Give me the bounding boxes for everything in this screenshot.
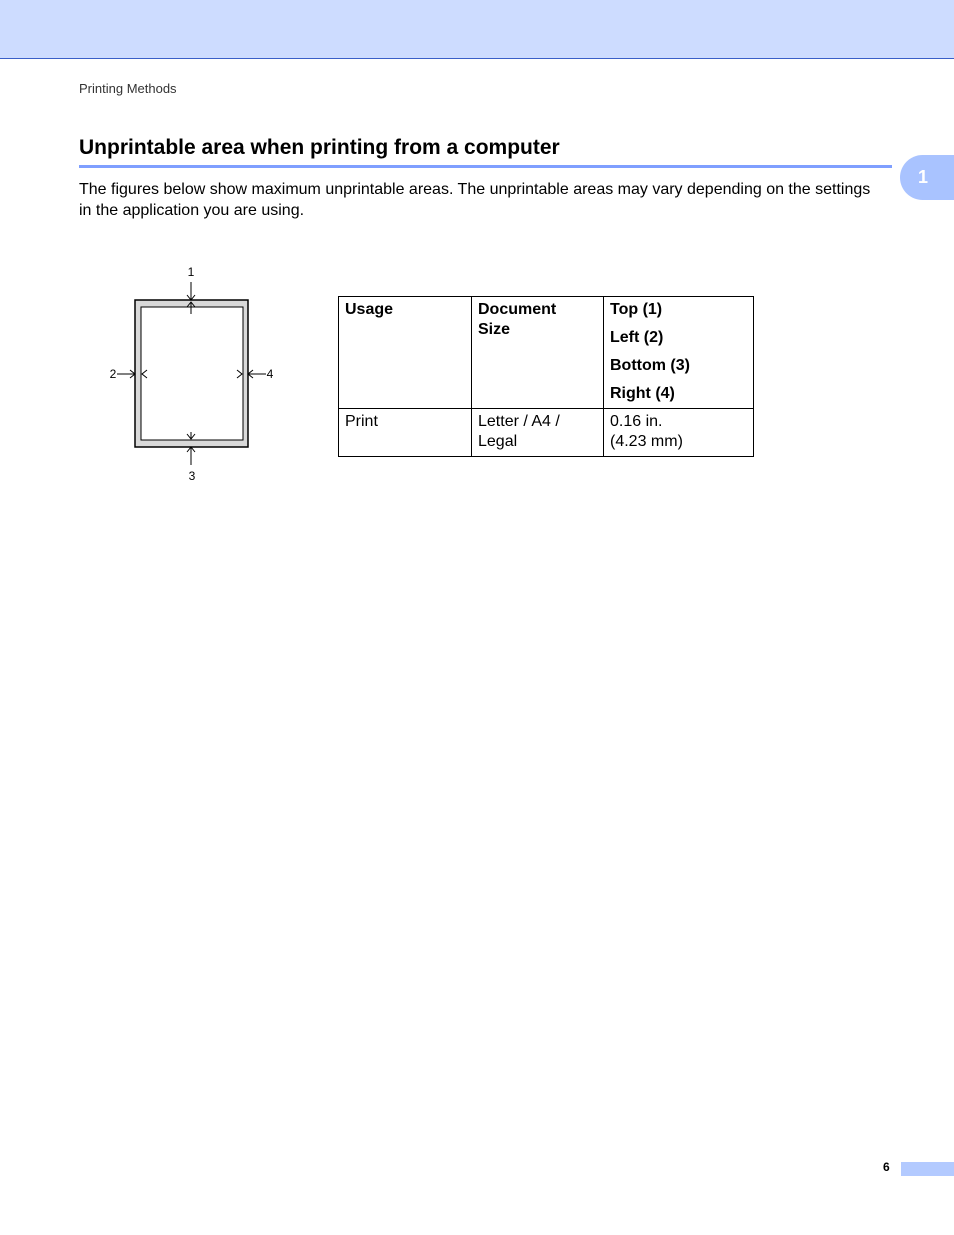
label-bottom: 3 — [188, 469, 196, 483]
title-underline — [79, 165, 892, 168]
intro-paragraph: The figures below show maximum unprintable areas. The unprintable areas may vary depending on the settings in the application you are using. — [79, 181, 871, 219]
header-right: Right (4) — [610, 385, 675, 402]
cell-margin — [604, 409, 754, 457]
header-document-size-line1: Document — [478, 301, 557, 318]
cell-document-size-line1: Letter / A4 / — [478, 413, 560, 430]
label-right: 4 — [266, 367, 274, 381]
header-margins — [604, 297, 754, 409]
cell-usage-text: Print — [345, 413, 378, 430]
table-row — [339, 409, 754, 457]
header-document-size — [472, 297, 604, 409]
cell-document-size — [472, 409, 604, 457]
header-band — [0, 0, 954, 59]
header-left: Left (2) — [610, 329, 664, 346]
footer-band — [901, 1162, 954, 1176]
chapter-tab[interactable] — [900, 155, 954, 200]
label-left: 2 — [109, 367, 117, 381]
unprintable-area-diagram — [100, 258, 290, 488]
cell-usage — [339, 409, 472, 457]
cell-margin-line1: 0.16 in. — [610, 413, 663, 430]
cell-document-size-line2: Legal — [478, 433, 518, 450]
printable-area — [141, 307, 243, 440]
unprintable-area-table — [338, 296, 754, 457]
cell-margin-line2: (4.23 mm) — [610, 433, 683, 450]
header-usage — [339, 297, 472, 409]
chapter-number: 1 — [918, 167, 929, 187]
header-document-size-line2: Size — [478, 321, 511, 338]
header-top: Top (1) — [610, 301, 663, 318]
header-bottom: Bottom (3) — [610, 357, 690, 374]
label-top: 1 — [187, 265, 195, 279]
running-header: Printing Methods — [79, 81, 177, 96]
table-header-row — [339, 297, 754, 409]
page-number: 6 — [883, 1160, 890, 1174]
section-title: Unprintable area when printing from a computer — [79, 136, 560, 159]
header-usage-text: Usage — [345, 301, 394, 318]
